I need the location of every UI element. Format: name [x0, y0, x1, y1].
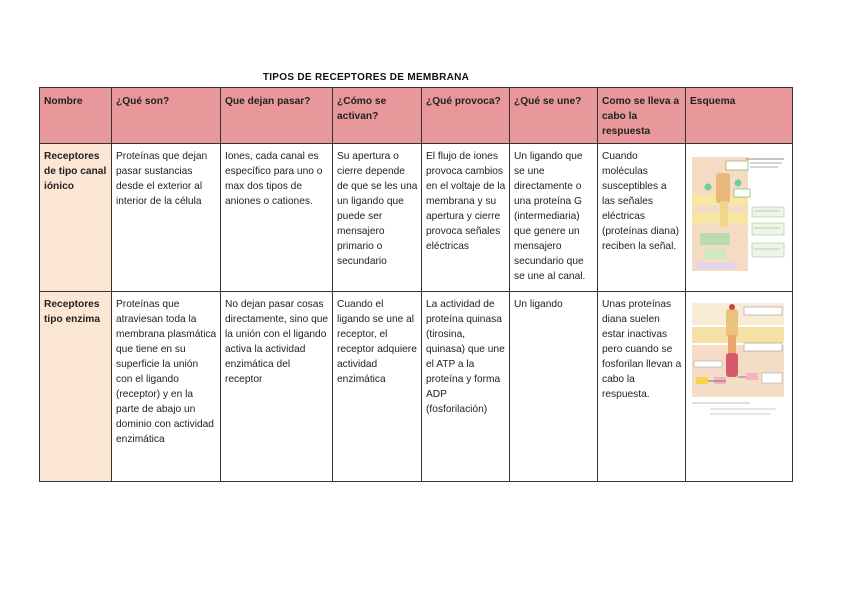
header-que-provoca: ¿Qué provoca?: [422, 88, 510, 144]
header-que-son: ¿Qué son?: [112, 88, 221, 144]
esquema-cell: [686, 292, 793, 482]
header-nombre: Nombre: [40, 88, 112, 144]
esquema-cell: [686, 144, 793, 292]
enzyme-receptor-diagram: [690, 299, 786, 425]
header-como-activan: ¿Cómo se activan?: [333, 88, 422, 144]
ion-channel-diagram: [690, 151, 786, 277]
header-dejan-pasar: Que dejan pasar?: [221, 88, 333, 144]
provoca-cell: La actividad de proteína quinasa (tirosina, quinasa) que une el ATP a la proteína y forma ADP (fosforilación): [422, 292, 510, 482]
page-title: TIPOS DE RECEPTORES DE MEMBRANA: [262, 72, 470, 83]
header-que-se-une: ¿Qué se une?: [510, 88, 598, 144]
que-son-cell: Proteínas que dejan pasar sustancias desde el exterior al interior de la célula: [112, 144, 221, 292]
dejan-pasar-cell: No dejan pasar cosas directamente, sino que la unión con el ligando activa la actividad enzimática del receptor: [221, 292, 333, 482]
se-une-cell: Un ligando: [510, 292, 598, 482]
row-name-cell: Receptores de tipo canal iónico: [40, 144, 112, 292]
receptor-table: [39, 87, 793, 482]
provoca-cell: El flujo de iones provoca cambios en el voltaje de la membrana y su apertura y cierre provoca señales eléctricas: [422, 144, 510, 292]
row-name-cell: Receptores tipo enzima: [40, 292, 112, 482]
se-une-cell: Un ligando que se une directamente o una proteína G (intermediaria) que genere un mensajero secundario que se une al canal.: [510, 144, 598, 292]
header-esquema: Esquema: [686, 88, 793, 144]
header-row: [40, 88, 793, 144]
que-son-cell: Proteínas que atraviesan toda la membrana plasmática que tiene en su superficie la unión con el ligando (receptor) y en la parte de abajo un dominio con actividad enzimática: [112, 292, 221, 482]
respuesta-cell: Cuando moléculas susceptibles a las señales eléctricas (proteínas diana) reciben la señal.: [598, 144, 686, 292]
respuesta-cell: Unas proteínas diana suelen estar inactivas pero cuando se fosforilan llevan a cabo la respuesta.: [598, 292, 686, 482]
table-row: [40, 292, 793, 482]
dejan-pasar-cell: Iones, cada canal es específico para uno o max dos tipos de aniones o cationes.: [221, 144, 333, 292]
table-row: [40, 144, 793, 292]
como-activan-cell: Cuando el ligando se une al receptor, el receptor adquiere actividad enzimática: [333, 292, 422, 482]
header-respuesta: Como se lleva a cabo la respuesta: [598, 88, 686, 144]
como-activan-cell: Su apertura o cierre depende de que se les una un ligando que puede ser mensajero primario o secundario: [333, 144, 422, 292]
